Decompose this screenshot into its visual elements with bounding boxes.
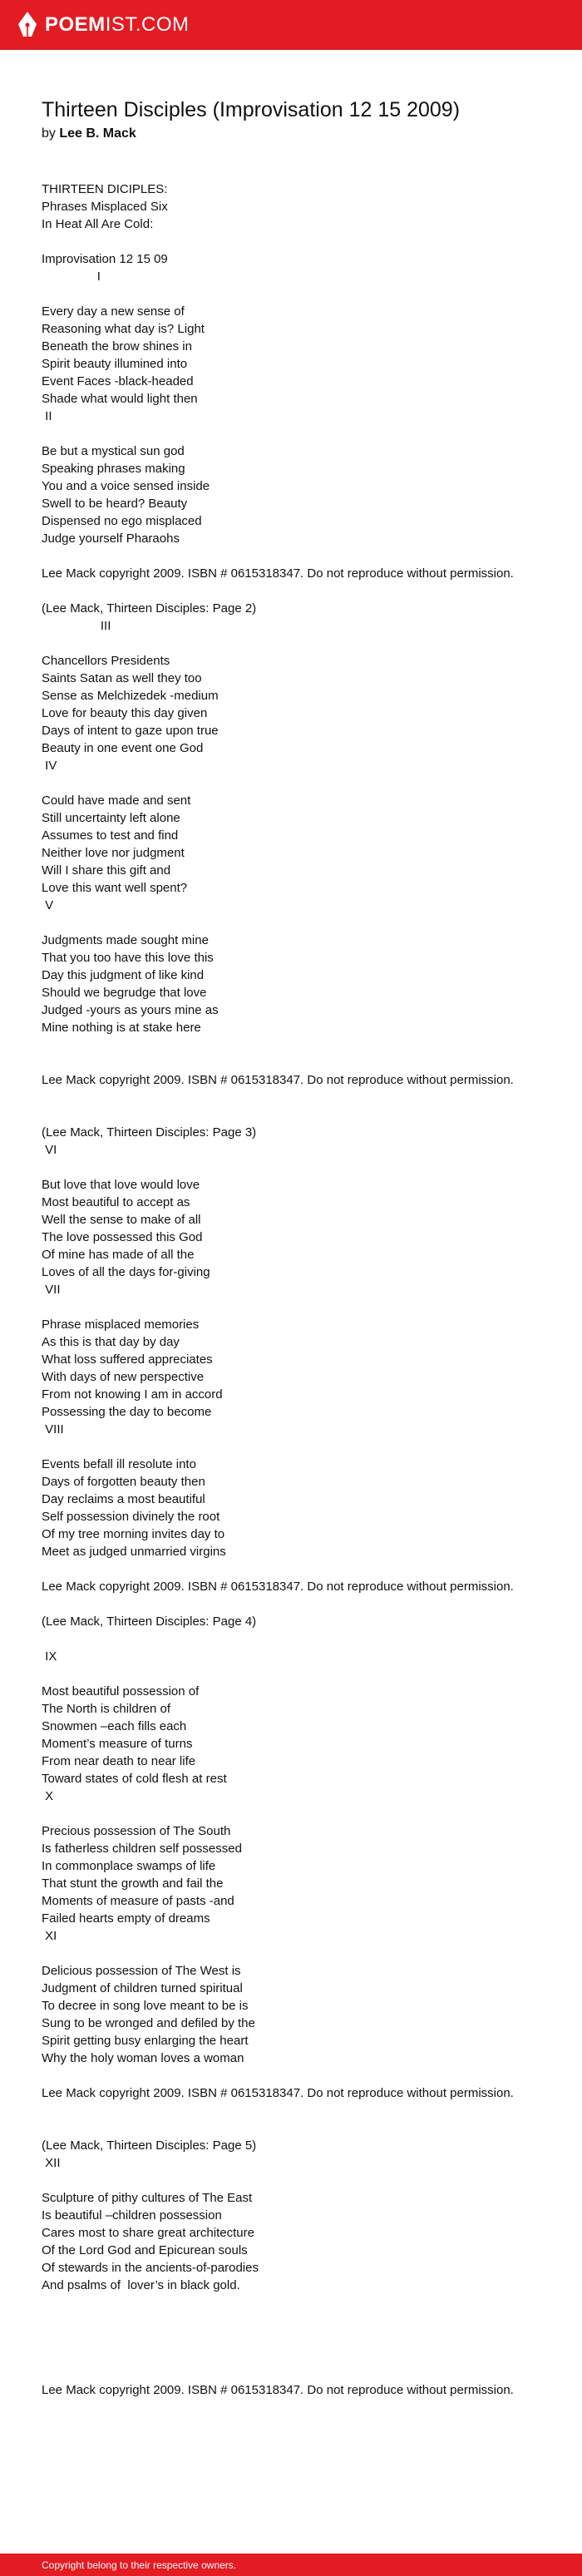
pen-nib-icon (17, 11, 38, 39)
byline-prefix: by (42, 126, 60, 141)
poem-body: THIRTEEN DICIPLES: Phrases Misplaced Six In Heat All Are Cold: Improvisation 12 15 09 I Every day a new sense of Reasoning what day is? Light Beneath the brow shines in Spirit beauty illumined into Event Faces -black-headed Shade what would light then II Be but a mystical sun god Speaking phrases making You and a voice sensed inside Swell to be heard? Beauty Dispensed no ego misplaced Judge yourself Pharaohs Lee Mack copyright 2009. ISBN # 0615318347. Do not reproduce without permission. (Lee Mack, Thirteen Disciples: Page 2) III Chancellors Presidents Saints Satan as well they too Sense as Melchizedek -medium Love for beauty this day given Days of intent to gaze upon true Beauty in one event one God IV Could have made and sent Still uncertainty left alone Assumes to test and find Neither love nor judgment Will I share this gift and Love this want well spent? V Judgments made sought mine That you too have this love this Day this judgment of like kind Should we begrudge that love Judged -yours as yours mine as Mine nothing is at stake here Lee Mack copyright 2009. ISBN # 0615318347. Do not reproduce without permission. (Lee Mack, Thirteen Disciples: Page 3) VI But love that love would love Most beautiful to accept as Well the sense to make of all The love possessed this God Of mine has made of all the Loves of all the days for-giving VII Phrase misplaced memories As this is that day by day What loss suffered appreciates With days of new perspective From not knowing I am in accord Possessing the day to become VIII Events befall ill resolute into Days of forgotten beauty then Day reclaims a most beautiful Self possession divinely the root Of my tree morning invites day to Meet as judged unmarried virgins Lee Mack copyright 2009. ISBN # 0615318347. Do not reproduce without permission. (Lee Mack, Thirteen Disciples: Page 4) IX Most beautiful possession of The North is children of Snowmen –each fills each Moment’s measure of turns From near death to near life Toward states of cold flesh at rest X Precious possession of The South Is fatherless children self possessed In commonplace swamps of life That stunt the growth and fail the Moments of measure of pasts -and Failed hearts empty of dreams XI Delicious possession of The West is Judgment of children turned spiritual To decree in song love meant to be is Sung to be wronged and defiled by the Spirit getting busy enlarging the heart Why the holy woman loves a woman Lee Mack copyright 2009. ISBN # 0615318347. Do not reproduce without permission. (Lee Mack, Thirteen Disciples: Page 5) XII Sculpture of pithy cultures of The East Is beautiful –children possession Cares most to share great architecture Of the Lord God and Epicurean souls Of stewards in the ancients-of-parodies And psalms of lover’s in black gold. Lee Mack copyright 2009. ISBN # 0615318347. Do not reproduce without permission. (42, 182, 514, 2397)
poem-content (42, 96, 557, 2399)
poem-byline (42, 126, 557, 142)
site-header (0, 0, 582, 50)
site-logo[interactable] (17, 11, 190, 39)
author-link[interactable]: Lee B. Mack (59, 126, 136, 141)
site-logo-text: POEMIST.COM (45, 13, 190, 36)
poem-title: Thirteen Disciples (Improvisation 12 15 2009) (42, 98, 461, 121)
site-footer (0, 2554, 582, 2576)
footer-copyright: Copyright belong to their respective owners. (42, 2559, 237, 2571)
